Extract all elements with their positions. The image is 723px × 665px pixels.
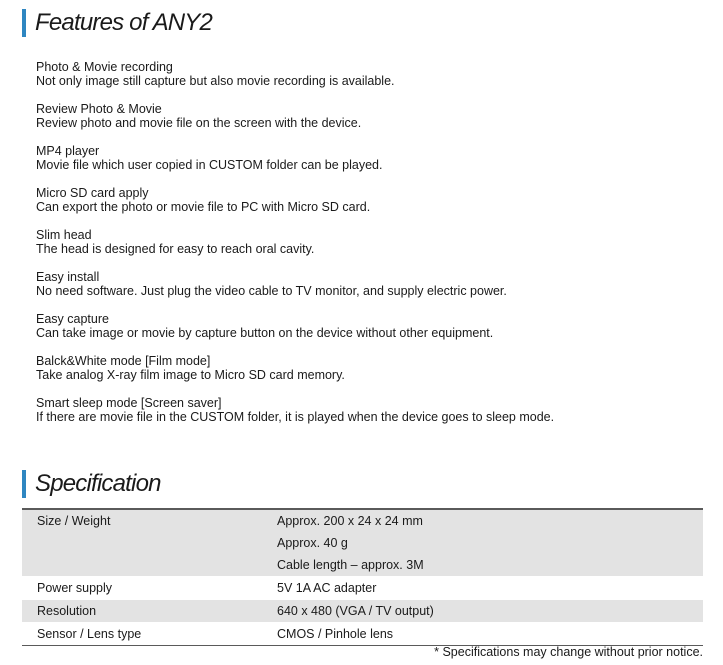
spec-label: Sensor / Lens type bbox=[22, 623, 277, 646]
feature-description: Review photo and movie file on the screen with the device. bbox=[36, 116, 362, 130]
spec-row-sensor-lens bbox=[22, 623, 703, 646]
spec-label: Resolution bbox=[22, 600, 277, 623]
feature-description: No need software. Just plug the video cable to TV monitor, and supply electric power. bbox=[36, 284, 507, 298]
spec-row-resolution bbox=[22, 600, 703, 623]
feature-name: Easy install bbox=[36, 270, 100, 284]
feature-name: Review Photo & Movie bbox=[36, 102, 162, 116]
spec-value: CMOS / Pinhole lens bbox=[277, 623, 703, 646]
spec-row-size-weight bbox=[22, 509, 703, 577]
feature-item bbox=[36, 228, 706, 270]
features-list bbox=[36, 60, 706, 438]
spec-value: Cable length – approx. 3M bbox=[277, 558, 424, 572]
feature-item bbox=[36, 312, 706, 354]
spec-label-text: Size / Weight bbox=[37, 514, 111, 528]
feature-name: Micro SD card apply bbox=[36, 186, 149, 200]
spec-row-power-supply bbox=[22, 577, 703, 600]
feature-item bbox=[36, 354, 706, 396]
feature-description: The head is designed for easy to reach oral cavity. bbox=[36, 242, 315, 256]
feature-description: If there are movie file in the CUSTOM folder, it is played when the device goes to sleep mode. bbox=[36, 410, 555, 424]
spec-label: Power supply bbox=[22, 577, 277, 600]
spec-value: Approx. 200 x 24 x 24 mm bbox=[277, 514, 423, 528]
specification-footnote: * Specifications may change without prior notice. bbox=[434, 645, 703, 659]
spec-label bbox=[22, 509, 277, 577]
feature-item bbox=[36, 144, 706, 186]
feature-item bbox=[36, 396, 706, 438]
feature-description: Can export the photo or movie file to PC with Micro SD card. bbox=[36, 200, 371, 214]
feature-item bbox=[36, 60, 706, 102]
specification-title: Specification bbox=[22, 470, 161, 498]
specification-table bbox=[22, 508, 703, 646]
feature-description: Can take image or movie by capture button on the device without other equipment. bbox=[36, 326, 494, 340]
feature-description: Take analog X-ray film image to Micro SD card memory. bbox=[36, 368, 345, 382]
spec-value: Approx. 40 g bbox=[277, 536, 348, 550]
spec-value: 5V 1A AC adapter bbox=[277, 577, 703, 600]
feature-item bbox=[36, 186, 706, 228]
feature-description: Not only image still capture but also movie recording is available. bbox=[36, 74, 395, 88]
spec-value: 640 x 480 (VGA / TV output) bbox=[277, 600, 703, 623]
features-title: Features of ANY2 bbox=[22, 9, 212, 37]
feature-name: Smart sleep mode [Screen saver] bbox=[36, 396, 222, 410]
feature-name: Slim head bbox=[36, 228, 92, 242]
feature-name: Balck&White mode [Film mode] bbox=[36, 354, 211, 368]
feature-name: Easy capture bbox=[36, 312, 109, 326]
feature-description: Movie file which user copied in CUSTOM folder can be played. bbox=[36, 158, 383, 172]
spec-value-cell bbox=[277, 509, 703, 577]
feature-name: Photo & Movie recording bbox=[36, 60, 173, 74]
feature-item bbox=[36, 270, 706, 312]
feature-name: MP4 player bbox=[36, 144, 100, 158]
feature-item bbox=[36, 102, 706, 144]
